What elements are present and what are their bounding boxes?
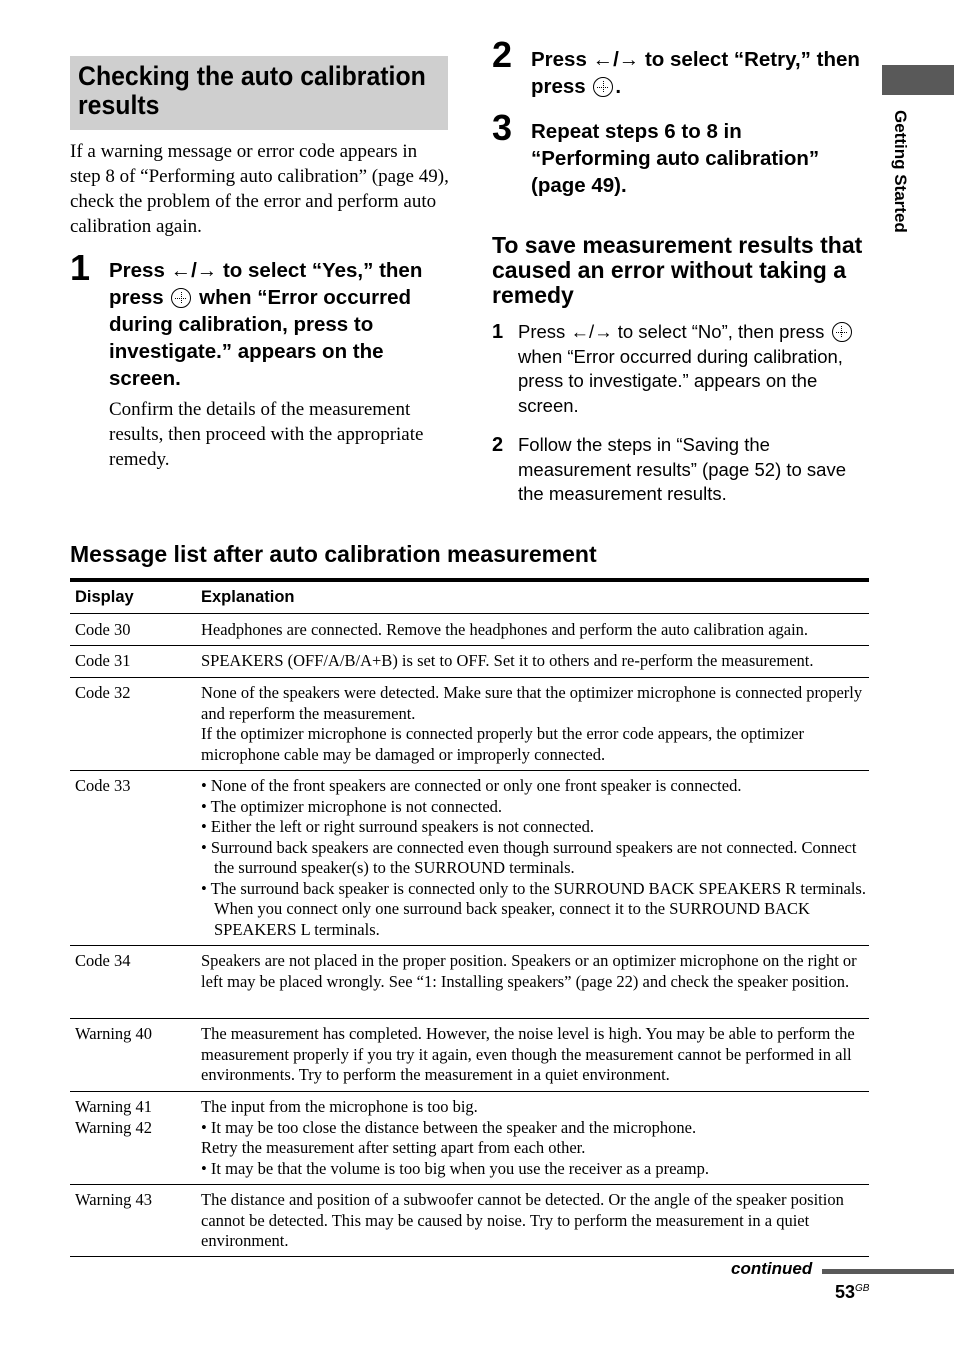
explanation-line: Retry the measurement after setting apart from each other. <box>201 1138 586 1157</box>
explanation-cell: Headphones are connected. Remove the headphones and perform the auto calibration again. <box>201 620 809 639</box>
table-row <box>70 771 869 946</box>
arrows-icon: ←/→ <box>592 48 640 71</box>
arrows-icon: ←/→ <box>170 259 218 282</box>
header-display: Display <box>75 588 134 607</box>
continued-label: continued <box>731 1259 813 1278</box>
table-row <box>70 614 869 646</box>
step-2-heading <box>531 46 861 100</box>
explanation-cell: The measurement has completed. However, the noise level is high. You may be able to perform the measurement properly if you try it again, even though the measurement cannot be performed in all environments. Try to perform the measurement in a quiet environment. <box>201 1024 855 1084</box>
display-line: Warning 42 <box>75 1117 153 1137</box>
display-cell: Code 34 <box>75 951 131 970</box>
enter-button-icon <box>593 77 613 97</box>
step-2-number: 2 <box>492 34 513 75</box>
sub-step-1-press: Press <box>518 321 566 342</box>
step-1-number: 1 <box>70 247 91 288</box>
display-cell: Warning 43 <box>75 1190 153 1209</box>
explanation-cell <box>201 1097 869 1184</box>
sub-step-1-text <box>518 320 858 418</box>
explanation-cell <box>201 683 869 770</box>
step-2-press: Press <box>531 48 587 71</box>
enter-button-icon <box>832 322 852 342</box>
continued-bar <box>822 1269 954 1274</box>
explanation-line: The input from the microphone is too big. <box>201 1097 478 1116</box>
display-cell: Code 31 <box>75 651 131 670</box>
table-row <box>70 1092 869 1185</box>
step-1-select-yes: to select “Yes,” then press <box>109 259 423 309</box>
display-cell: Warning 40 <box>75 1024 153 1043</box>
explanation-cell <box>201 776 869 945</box>
side-label: Getting Started <box>891 110 910 233</box>
table-row <box>70 1019 869 1092</box>
page-suffix: GB <box>855 1283 870 1294</box>
sub-step-1-select-no: to select “No”, then press <box>617 321 825 342</box>
page-number-value: 53 <box>835 1282 856 1302</box>
display-line: Warning 41 <box>75 1097 153 1116</box>
table-row <box>70 946 869 1019</box>
table-header-row <box>70 582 869 614</box>
explanation-line: None of the speakers were detected. Make sure that the optimizer microphone is connected properly and reperform the measurement. <box>201 683 863 723</box>
table-row <box>70 1185 869 1257</box>
display-cell: Code 33 <box>75 776 131 795</box>
bullet-item: • It may be too close the distance between the speaker and the microphone. <box>201 1117 697 1137</box>
display-cell: Code 32 <box>75 683 131 702</box>
message-table <box>70 578 869 1257</box>
bullet-item: • It may be that the volume is too big when you use the receiver as a preamp. <box>201 1158 709 1178</box>
step-1-when: when “Error occurred during calibration, press to investigate.” appears on the screen. <box>109 286 412 390</box>
sub-step-1-number: 1 <box>492 321 504 343</box>
bullet-item: • Surround back speakers are connected even though surround speakers are not connected. Connect the surround speaker(s) to the SURROUND terminals. <box>201 837 857 877</box>
arrows-icon: ←/→ <box>570 321 613 342</box>
sub-step-1-when: when “Error occurred during calibration, press to investigate.” appears on the screen. <box>518 345 843 416</box>
header-explanation: Explanation <box>201 588 295 607</box>
explanation-cell: The distance and position of a subwoofer cannot be detected. Or the angle of the speaker position cannot be detected. This may be caused by noise. Try to perform the measurement in a quiet environment. <box>201 1190 844 1250</box>
sub-step-2-text: Follow the steps in “Saving the measurement results” (page 52) to save the measurement results. <box>518 434 847 504</box>
explanation-cell: SPEAKERS (OFF/A/B/A+B) is set to OFF. Set it to others and re-perform the measurement. <box>201 651 814 670</box>
step-2-select-retry: to select “Retry,” then press <box>531 48 860 98</box>
step-2-period: . <box>615 75 622 98</box>
intro-paragraph: If a warning message or error code appears in step 8 of “Performing auto calibration” (page 49), check the problem of the error and perform auto calibration again. <box>70 141 449 237</box>
step-1-press: Press <box>109 259 165 282</box>
side-tab-marker <box>882 65 954 95</box>
step-1-heading <box>109 257 454 392</box>
enter-button-icon <box>171 288 191 308</box>
display-cell: Code 30 <box>75 620 131 639</box>
explanation-line: If the optimizer microphone is connected properly but the error code appears, the optimizer microphone cable may be damaged or improperly connected. <box>201 724 804 764</box>
bullet-item: • The optimizer microphone is not connected. <box>201 796 503 816</box>
bullet-item: • Either the left or right surround speakers is not connected. <box>201 817 594 836</box>
table-row <box>70 678 869 771</box>
section-title: Checking the auto calibration results <box>78 61 426 120</box>
sub-step-2-number: 2 <box>492 434 504 456</box>
section-title-box <box>70 56 448 130</box>
bullet-item: • The surround back speaker is connected only to the SURROUND BACK SPEAKERS R terminals. When you connect only one surround back speaker, connect it to the SURROUND BACK SPEAKERS L terminals. <box>201 878 866 939</box>
step-1-body: Confirm the details of the measurement results, then proceed with the appropriate remedy. <box>109 399 424 470</box>
table-row <box>70 646 869 678</box>
step-3-heading: Repeat steps 6 to 8 in “Performing auto calibration” (page 49). <box>531 120 820 197</box>
table-title: Message list after auto calibration measurement <box>70 541 597 567</box>
bullet-item: • None of the front speakers are connected or only one front speaker is connected. <box>201 776 742 795</box>
explanation-cell: Speakers are not placed in the proper position. Speakers or an optimizer microphone on the right or left may be placed wrongly. See “1: Installing speakers” (page 22) and check the speaker position. <box>201 951 857 991</box>
subsection-title: To save measurement results that caused an error without taking a remedy <box>492 232 863 308</box>
step-3-number: 3 <box>492 107 513 148</box>
display-cell <box>70 1097 201 1184</box>
page-number <box>835 1282 869 1303</box>
